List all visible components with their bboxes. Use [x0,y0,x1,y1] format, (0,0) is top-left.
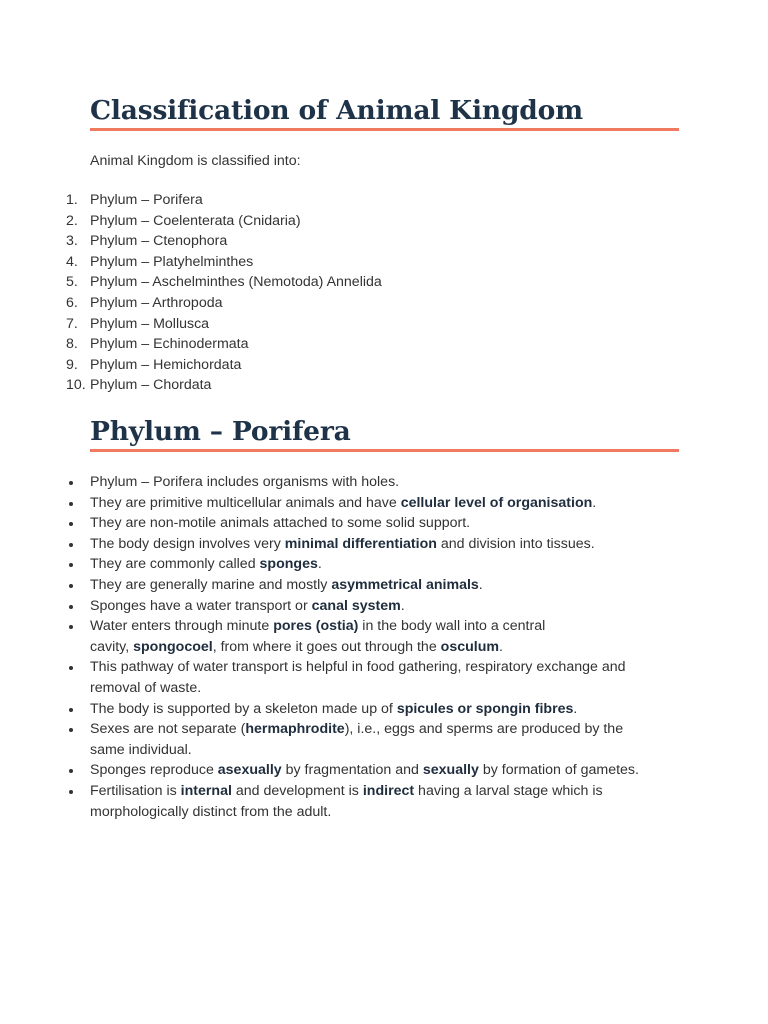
bold-term: sexually [422,762,479,779]
text-run: Phylum – Porifera includes organisms with holes. [90,474,400,490]
bullet-item [0,472,700,493]
bullet-dot-icon [69,769,73,773]
section-title-porifera: Phylum – Porifera [90,416,351,447]
list-number: 10. [66,377,86,394]
bullet-item [0,554,700,575]
bullet-line [90,699,700,720]
list-number: 8. [66,336,78,353]
bold-term: osculum [440,638,499,655]
list-item [0,252,700,273]
text-run: . [478,576,483,593]
text-run: Water enters through minute [90,618,274,635]
bullet-dot-icon [69,708,73,712]
bullet-line [90,513,700,534]
bold-term: spongocoel [133,638,213,655]
text-run: having a larval stage which is [414,782,603,799]
bullet-item [0,781,700,822]
text-run: They are generally marine and mostly [90,576,332,593]
list-item-text: Phylum – Porifera [90,192,203,208]
list-number: 3. [66,233,78,250]
phylum-numbered-list [0,190,700,396]
intro-text: Animal Kingdom is classified into: [90,153,301,169]
list-number: 4. [66,253,78,270]
bullet-line [90,781,700,802]
text-run: and development is [231,782,363,799]
bullet-item [0,534,700,555]
bullet-dot-icon [69,605,73,609]
porifera-bullet-list [0,472,700,822]
list-number: 7. [66,315,78,332]
text-run: and division into tissues. [436,535,595,552]
bullet-item [0,657,700,698]
list-number: 5. [66,274,78,291]
title-underline [90,449,679,452]
list-item-text: Phylum – Echinodermata [90,336,249,353]
text-run: . [317,556,322,573]
bullet-line [90,760,700,781]
text-run: . [499,638,503,655]
text-run: ), i.e., eggs and sperms are produced by the [344,721,624,738]
list-item [0,211,700,232]
list-item-text: Phylum – Ctenophora [90,233,228,250]
bullet-dot-icon [69,584,73,588]
text-run: cavity, [90,638,134,655]
text-run: The body is supported by a skeleton made up of [90,700,397,717]
bullet-line [90,657,700,678]
list-item-text: Phylum – Hemichordata [90,356,242,373]
bullet-item [0,616,700,657]
bullet-line [90,678,700,699]
list-item-text: Phylum – Platyhelminthes [90,253,254,270]
bullet-line [90,616,700,637]
list-number: 1. [66,192,78,208]
bullet-line [90,472,700,493]
text-run: same individual. [90,741,192,758]
bullet-line [90,554,700,575]
bullet-dot-icon [69,522,73,526]
title-underline [90,128,679,131]
text-run: in the body wall into a central [358,618,546,635]
bullet-item [0,699,700,720]
bold-term: canal system [311,597,401,614]
bullet-dot-icon [69,502,73,506]
list-item-text: Phylum – Aschelminthes (Nemotoda) Annelida [90,274,382,291]
bullet-item [0,493,700,514]
list-number: 9. [66,356,78,373]
list-item [0,334,700,355]
bold-term: cellular level of organisation [400,494,593,511]
text-run: They are primitive multicellular animals and have [90,494,401,511]
bullet-dot-icon [69,543,73,547]
bullet-dot-icon [69,728,73,732]
bold-term: minimal differentiation [284,535,437,552]
bullet-item [0,760,700,781]
list-item [0,375,700,396]
list-item [0,190,700,211]
bold-term: asexually [217,762,282,779]
bullet-dot-icon [69,666,73,670]
text-run: Fertilisation is [90,782,181,799]
list-item-text: Phylum – Arthropoda [90,294,223,311]
bullet-item [0,513,700,534]
list-item-text: Phylum – Chordata [90,377,212,394]
bullet-line [90,534,700,555]
bullet-dot-icon [69,790,73,794]
list-item [0,293,700,314]
text-run: Sponges have a water transport or [90,597,312,614]
text-run: by fragmentation and [281,762,423,779]
bullet-line [90,802,700,823]
list-number: 2. [66,212,78,229]
text-run: This pathway of water transport is helpful in food gathering, respiratory exchange and [90,659,626,676]
bullet-item [0,596,700,617]
bold-term: hermaphrodite [245,721,345,738]
bullet-dot-icon [69,481,73,485]
bullet-line [90,596,700,617]
list-item-text: Phylum – Mollusca [90,315,210,332]
bullet-line [90,493,700,514]
list-item [0,314,700,335]
text-run: by formation of gametes. [478,762,639,779]
bold-term: asymmetrical animals [331,576,479,593]
text-run: They are non-motile animals attached to some solid support. [90,515,471,532]
bullet-item [0,719,700,760]
bold-term: pores (ostia) [273,618,359,635]
list-number: 6. [66,294,78,311]
text-run: , from where it goes out through the [212,638,441,655]
bullet-line [90,719,700,740]
bullet-line [90,740,700,761]
bullet-line [90,637,700,658]
text-run: . [573,700,578,717]
text-run: morphologically distinct from the adult. [90,803,332,820]
bold-term: indirect [362,782,415,799]
bullet-dot-icon [69,563,73,567]
bold-term: spicules or spongin fibres [396,700,574,717]
bold-term: sponges [259,556,318,573]
list-item-text: Phylum – Coelenterata (Cnidaria) [90,212,301,229]
text-run: The body design involves very [90,535,285,552]
text-run: . [592,494,597,511]
bullet-line [90,575,700,596]
text-run: . [400,597,405,614]
bullet-item [0,575,700,596]
bold-term: internal [180,782,232,799]
section-title-classification: Classification of Animal Kingdom [90,95,583,126]
list-item [0,355,700,376]
text-run: Sexes are not separate ( [90,721,246,738]
text-run: Sponges reproduce [90,762,218,779]
list-item [0,272,700,293]
bullet-dot-icon [69,625,73,629]
list-item [0,231,700,252]
text-run: removal of waste. [90,679,202,696]
text-run: They are commonly called [90,556,260,573]
